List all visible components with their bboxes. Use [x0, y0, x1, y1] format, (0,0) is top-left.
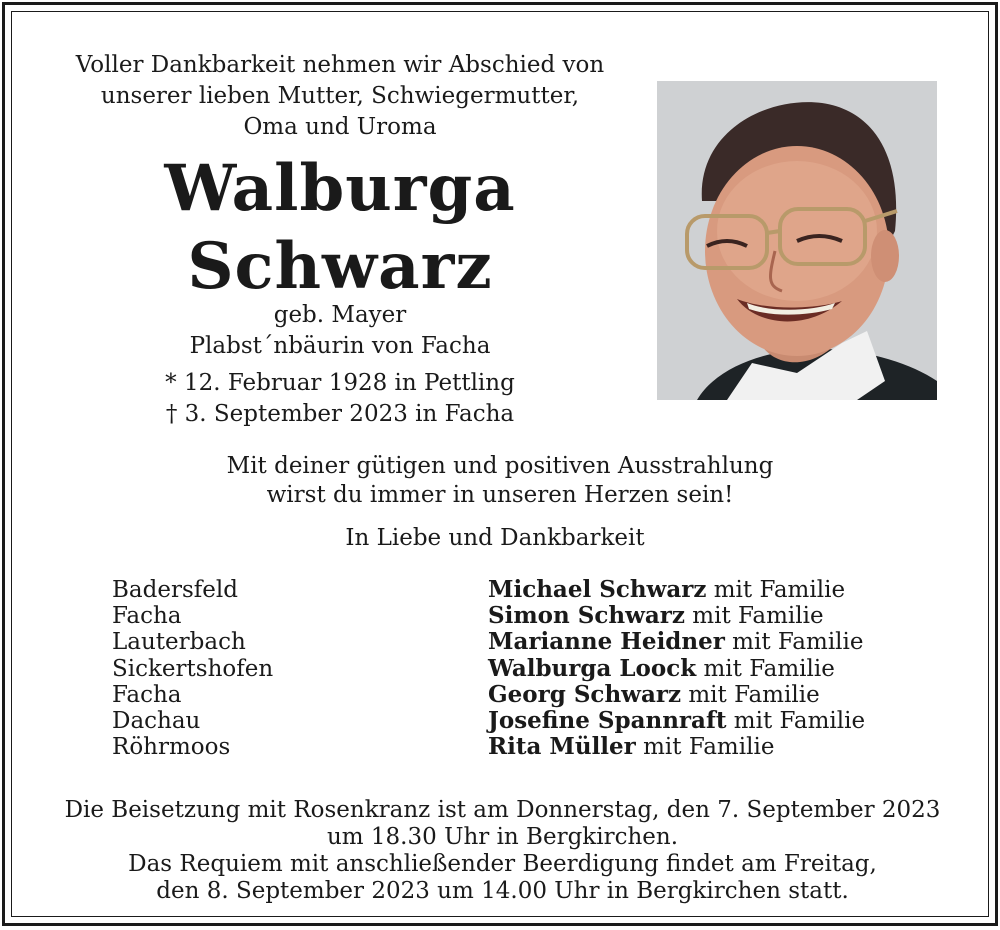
mourner-name: Michael Schwarz	[488, 576, 707, 603]
mourner-name: Georg Schwarz	[488, 680, 682, 708]
intro-text	[50, 50, 630, 143]
mourner-entry	[488, 656, 865, 682]
quote-line: Mit deiner gütigen und positiven Ausstrahlung	[226, 453, 774, 479]
mourner-suffix: mit Familie	[684, 603, 824, 630]
mourner-suffix: mit Familie	[724, 629, 864, 656]
funeral-line: Das Requiem mit anschließender Beerdigung findet am Freitag,	[128, 851, 877, 877]
descriptor: Plabst´nbäurin von Facha	[189, 333, 491, 359]
first-name: Walburga	[164, 151, 516, 226]
mourner-entry	[488, 577, 865, 603]
mourner-name: Marianne Heidner	[488, 628, 725, 656]
closing-phrase: In Liebe und Dankbarkeit	[345, 525, 645, 551]
intro-line: Oma und Uroma	[243, 114, 437, 140]
life-dates	[90, 368, 590, 430]
intro-line: Voller Dankbarkeit nehmen wir Abschied von	[75, 52, 605, 78]
portrait-illustration	[657, 81, 937, 400]
mourner-place: Badersfeld	[112, 577, 238, 603]
mourner-suffix: mit Familie	[635, 734, 775, 761]
mourner-entry	[488, 708, 865, 734]
mourner-entry	[488, 603, 865, 629]
mourner-place: Röhrmoos	[112, 734, 231, 761]
funeral-line: um 18.30 Uhr in Bergkirchen.	[326, 824, 679, 850]
mourner-entry	[488, 629, 865, 655]
mourner-place: Sickertshofen	[112, 655, 274, 682]
funeral-line: den 8. September 2023 um 14.00 Uhr in Bergkirchen statt.	[156, 878, 849, 904]
mourner-suffix: mit Familie	[696, 655, 835, 682]
maiden-name: geb. Mayer	[273, 302, 407, 328]
mourner-suffix: mit Familie	[726, 708, 866, 735]
mourner-name: Josefine Spannraft	[488, 707, 727, 735]
mourner-name: Walburga Loock	[488, 654, 697, 682]
mourner-name: Rita Müller	[488, 733, 636, 761]
funeral-line: Die Beisetzung mit Rosenkranz ist am Donnerstag, den 7. September 2023	[64, 797, 941, 823]
memorial-quote	[50, 452, 950, 510]
mourner-entry	[488, 682, 865, 708]
mourner-suffix: mit Familie	[706, 577, 846, 603]
mourner-place: Dachau	[112, 708, 201, 735]
deceased-details	[90, 300, 590, 362]
mourner-suffix: mit Familie	[681, 681, 820, 708]
portrait-photo	[657, 81, 937, 400]
mourner-place: Lauterbach	[112, 629, 246, 656]
deceased-name	[90, 150, 590, 306]
birth-date: * 12. Februar 1928 in Pettling	[165, 370, 515, 396]
mourner-place: Facha	[112, 681, 182, 708]
death-date: † 3. September 2023 in Facha	[165, 401, 515, 427]
intro-line: unserer lieben Mutter, Schwiegermutter,	[100, 83, 580, 109]
mourner-place: Facha	[112, 603, 182, 630]
mourner-places	[112, 577, 273, 760]
quote-line: wirst du immer in unseren Herzen sein!	[266, 482, 734, 508]
mourner-entry	[488, 734, 865, 760]
last-name: Schwarz	[187, 229, 493, 304]
funeral-details	[40, 797, 965, 905]
mourner-names	[488, 577, 865, 760]
mourner-name: Simon Schwarz	[488, 602, 685, 630]
